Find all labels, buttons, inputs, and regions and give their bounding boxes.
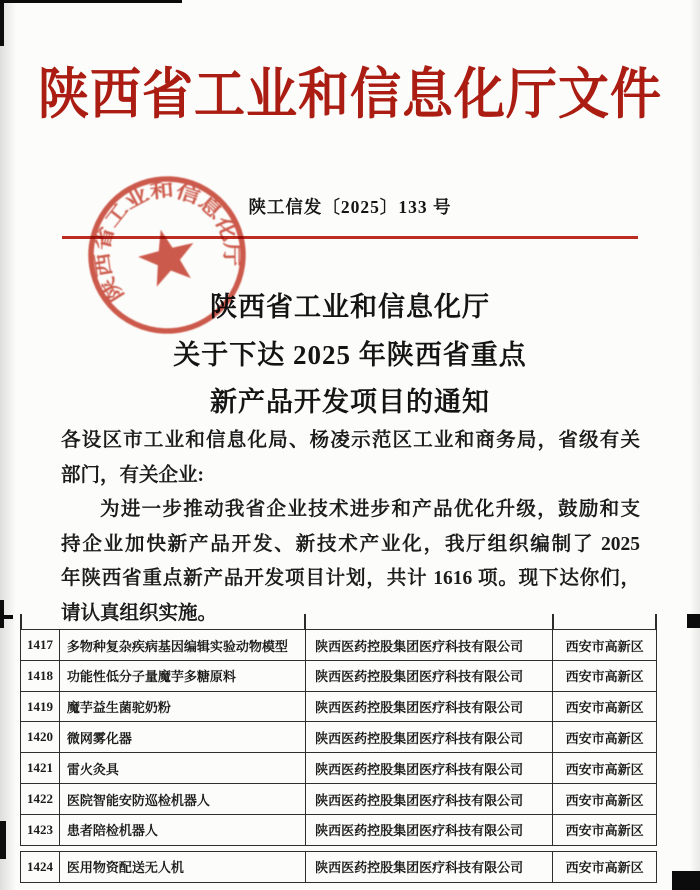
scan-artifact xyxy=(0,615,13,619)
table-continuation-tick xyxy=(20,614,22,629)
table-continuation-tick xyxy=(304,614,306,629)
table-row xyxy=(20,660,657,692)
product-name: 微网雾化器 xyxy=(59,722,305,752)
body-line: 持企业加快新产品开发、新技术产业化，我厅组织编制了 2025 xyxy=(61,533,640,555)
table-row xyxy=(20,814,657,846)
product-name: 患者陪检机器人 xyxy=(59,815,305,845)
star-icon xyxy=(133,223,201,289)
product-name: 魔芋益生菌驼奶粉 xyxy=(59,692,305,722)
scan-artifact xyxy=(672,871,700,890)
recipient-line: 各设区市工业和信息化局、杨凌示范区工业和商务局，省级有关 xyxy=(61,430,640,451)
red-divider-line xyxy=(62,236,638,239)
product-name: 多物种复杂疾病基因编辑实验动物模型 xyxy=(59,630,305,660)
scan-artifact xyxy=(0,0,182,3)
district: 西安市高新区 xyxy=(552,630,656,660)
table-row xyxy=(20,721,657,753)
notice-title-line: 新产品开发项目的通知 xyxy=(210,387,490,417)
scan-artifact xyxy=(0,600,4,628)
district: 西安市高新区 xyxy=(552,661,656,691)
company-name: 陕西医药控股集团医疗科技有限公司 xyxy=(305,753,552,783)
district: 西安市高新区 xyxy=(552,692,656,722)
scan-artifact xyxy=(0,0,4,46)
table-row xyxy=(20,629,657,661)
district: 西安市高新区 xyxy=(552,784,656,814)
company-name: 陕西医药控股集团医疗科技有限公司 xyxy=(305,852,552,882)
scan-artifact xyxy=(0,821,6,859)
letterhead-title: 陕西省工业和信息化厅文件 xyxy=(37,65,662,126)
table-row xyxy=(20,691,657,723)
district: 西安市高新区 xyxy=(552,852,656,882)
notice-title-line: 关于下达 2025 年陕西省重点 xyxy=(173,339,527,370)
district: 西安市高新区 xyxy=(552,722,656,752)
project-number: 1420 xyxy=(26,729,53,745)
notice-title-line: 陕西省工业和信息化厅 xyxy=(210,292,490,322)
district: 西安市高新区 xyxy=(552,753,656,783)
table-continuation-tick xyxy=(655,614,657,629)
product-name: 医用物资配送无人机 xyxy=(59,852,305,882)
product-name: 雷火灸具 xyxy=(59,753,305,783)
product-name: 医院智能安防巡检机器人 xyxy=(59,784,305,814)
body-line: 年陕西省重点新产品开发项目计划，共计 1616 项。现下达你们， xyxy=(61,568,640,589)
company-name: 陕西医药控股集团医疗科技有限公司 xyxy=(305,692,552,722)
company-name: 陕西医药控股集团医疗科技有限公司 xyxy=(305,815,552,845)
project-number: 1424 xyxy=(26,858,53,874)
notice-title xyxy=(0,284,700,427)
scan-shadow-left xyxy=(0,0,16,890)
notice-body xyxy=(61,424,640,631)
product-name: 功能性低分子量魔芋多糖原料 xyxy=(59,661,305,691)
scan-shadow-right xyxy=(690,0,700,890)
table-row xyxy=(20,752,657,784)
seal-arc-text: 陕西省工业和信息化厅 xyxy=(92,180,242,305)
body-line: 请认真组织实施。 xyxy=(61,602,218,624)
table-continuation-tick xyxy=(552,614,554,629)
project-number: 1423 xyxy=(26,821,53,837)
recipient-line: 部门，有关企业: xyxy=(61,464,204,486)
project-number: 1419 xyxy=(26,698,53,714)
document-number: 陕工信发〔2025〕133 号 xyxy=(248,197,452,217)
body-line: 为进一步推动我省企业技术进步和产品优化升级，鼓励和支 xyxy=(100,499,640,520)
project-number: 1417 xyxy=(26,637,53,652)
company-name: 陕西医药控股集团医疗科技有限公司 xyxy=(305,661,552,691)
company-name: 陕西医药控股集团医疗科技有限公司 xyxy=(305,630,552,660)
company-name: 陕西医药控股集团医疗科技有限公司 xyxy=(305,784,552,814)
project-table xyxy=(20,629,657,883)
project-number: 1418 xyxy=(26,667,53,683)
project-number: 1421 xyxy=(26,760,53,776)
table-row xyxy=(20,851,657,883)
district: 西安市高新区 xyxy=(552,815,656,845)
table-row xyxy=(20,783,657,815)
project-number: 1422 xyxy=(26,791,53,807)
scan-artifact xyxy=(687,614,700,628)
company-name: 陕西医药控股集团医疗科技有限公司 xyxy=(305,722,552,752)
